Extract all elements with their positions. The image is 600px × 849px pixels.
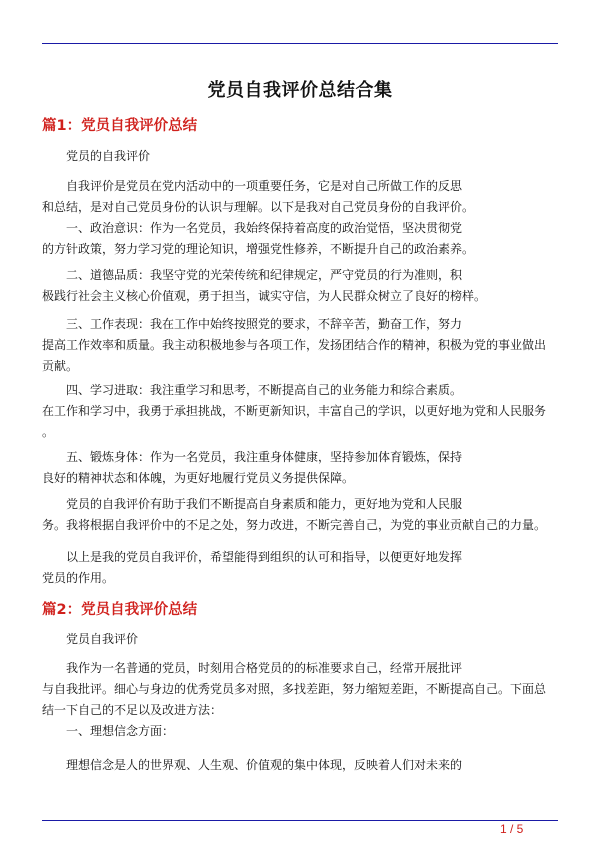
paragraph-line: 二、道德品质：我坚守党的光荣传统和纪律规定，严守党员的行为准则，积: [66, 268, 463, 282]
paragraph-line: 结一下自己的不足以及改进方法：: [42, 703, 223, 717]
paragraph-line: 贡献。: [42, 359, 79, 373]
paragraph-line: 提高工作效率和质量。我主动积极地参与各项工作，发扬团结合作的精神，积极为党的事业做出: [42, 338, 547, 352]
paragraph-line: 党员自我评价: [66, 632, 139, 646]
paragraph-line: 自我评价是党员在党内活动中的一项重要任务，它是对自己所做工作的反思: [66, 179, 463, 193]
paragraph: [42, 755, 562, 776]
paragraph-line: 极践行社会主义核心价值观，勇于担当，诚实守信，为人民群众树立了良好的榜样。: [42, 289, 487, 303]
header-rule: [42, 43, 558, 44]
paragraph-line: 党员的自我评价有助于我们不断提高自身素质和能力，更好地为党和人民服: [66, 497, 463, 511]
paragraph-line: 我作为一名普通的党员，时刻用合格党员的的标准要求自己，经常开展批评: [66, 661, 463, 675]
page-number: 1 / 5: [500, 822, 524, 836]
paragraph-line: 以上是我的党员自我评价，希望能得到组织的认可和指导，以便更好地发挥: [66, 550, 463, 564]
paragraph: [42, 176, 562, 218]
paragraph-line: 一、理想信念方面：: [66, 724, 175, 738]
paragraph: [42, 721, 562, 742]
footer-rule: [42, 820, 558, 821]
section-heading: 篇1：党员自我评价总结: [42, 118, 198, 134]
paragraph-line: 。: [42, 425, 55, 439]
paragraph-line: 务。我将根据自我评价中的不足之处，努力改进，不断完善自己，为党的事业贡献自己的力量。: [42, 518, 547, 532]
paragraph: [42, 218, 562, 260]
paragraph-line: 党员的作用。: [42, 571, 115, 585]
paragraph-line: 三、工作表现：我在工作中始终按照党的要求，不辞辛苦，勤奋工作，努力: [66, 317, 463, 331]
paragraph-line: 良好的精神状态和体魄，为更好地履行党员义务提供保障。: [42, 471, 355, 485]
document-title: 党员自我评价总结合集: [207, 80, 393, 101]
paragraph: [42, 380, 562, 443]
paragraph-line: 四、学习进取：我注重学习和思考，不断提高自己的业务能力和综合素质。: [66, 383, 463, 397]
paragraph-line: 五、锻炼身体：作为一名党员，我注重身体健康，坚持参加体育锻炼，保持: [66, 450, 463, 464]
paragraph: [42, 494, 562, 536]
paragraph-line: 党员的自我评价: [66, 149, 151, 163]
paragraph-line: 一、政治意识：作为一名党员，我始终保持着高度的政治觉悟，坚决贯彻党: [66, 221, 463, 235]
paragraph-line: 与自我批评。细心与身边的优秀党员多对照，多找差距，努力缩短差距，不断提高自己。下面总: [42, 682, 547, 696]
paragraph: [42, 314, 562, 377]
paragraph: [42, 629, 562, 650]
section-heading: 篇2：党员自我评价总结: [42, 602, 198, 618]
paragraph-line: 的方针政策，努力学习党的理论知识，增强党性修养，不断提升自己的政治素养。: [42, 242, 475, 256]
paragraph: [42, 658, 562, 721]
paragraph: [42, 447, 562, 489]
paragraph: [42, 265, 562, 307]
paragraph-line: 和总结，是对自己党员身份的认识与理解。以下是我对自己党员身份的自我评价。: [42, 200, 475, 214]
paragraph-line: 理想信念是人的世界观、人生观、价值观的集中体现，反映着人们对未来的: [66, 758, 463, 772]
paragraph-line: 在工作和学习中，我勇于承担挑战，不断更新知识，丰富自己的学识，以更好地为党和人民服务: [42, 404, 547, 418]
paragraph: [42, 146, 562, 167]
paragraph: [42, 547, 562, 589]
